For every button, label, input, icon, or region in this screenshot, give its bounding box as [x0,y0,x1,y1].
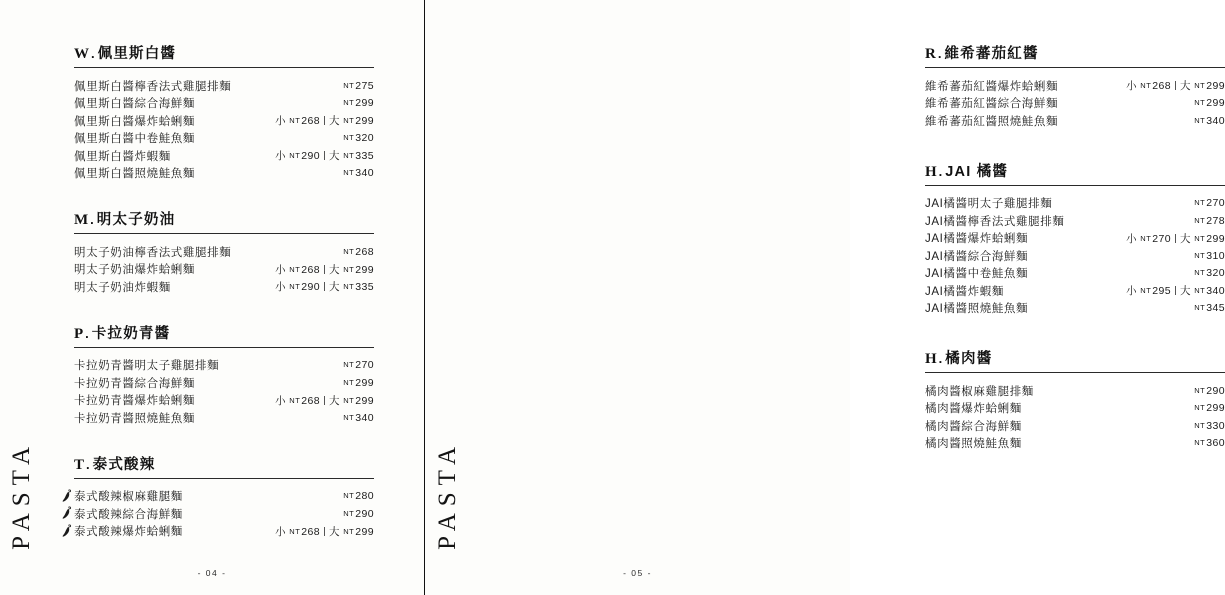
section-header [925,160,1225,181]
menu-section [74,42,374,182]
section-letter: R [925,46,937,62]
menu-item [925,382,1225,400]
item-price: 小 NT290 大 NT335 [275,281,374,294]
item-price: NT345 [1194,302,1225,315]
item-name: JAI橘醬中卷鮭魚麵 [925,268,1029,281]
section-dot: . [86,456,90,472]
item-price: NT310 [1194,249,1225,262]
section-letter: T [74,456,86,473]
section-letter: M [74,212,90,228]
item-name: 泰式酸辣綜合海鮮麵 [74,508,183,521]
right-page-sections [925,42,1225,452]
section-rule [74,478,374,479]
item-name: 橘肉醬椒麻雞腿排麵 [925,385,1034,398]
menu-item-list [925,77,1225,130]
section-header [925,347,1225,368]
menu-item [74,95,374,113]
section-title: 卡拉奶青醬 [91,325,171,342]
menu-item [74,112,374,130]
item-price: NT278 [1194,214,1225,227]
item-price: NT268 [343,245,374,258]
menu-item [925,300,1225,318]
item-price: NT270 [343,359,374,372]
menu-section [74,322,374,427]
menu-item-list [74,357,374,427]
section-header [74,322,374,343]
item-name: JAI橘醬綜合海鮮麵 [925,250,1029,263]
section-title: 維希蕃茄紅醬 [944,46,1039,62]
item-price: NT299 [343,97,374,110]
section-dot: . [938,351,943,366]
menu-item [925,400,1225,418]
menu-item-list [74,488,374,541]
section-dot: . [91,46,95,61]
chili-pepper-icon [61,506,72,520]
menu-item [74,147,374,165]
menu-item-list [925,195,1225,318]
left-page [0,0,424,595]
menu-item [925,230,1225,248]
menu-section [925,160,1225,318]
item-name: 泰式酸辣爆炸蛤蜊麵 [74,526,183,539]
item-price: NT299 [1194,97,1225,110]
item-price: NT360 [1194,437,1225,450]
item-price: NT340 [1194,114,1225,127]
item-name: 佩里斯白醬炸蝦麵 [74,150,171,163]
menu-item [74,261,374,279]
section-title: JAI 橘醬 [945,163,1009,180]
item-price: NT290 [1194,384,1225,397]
section-header [74,453,374,474]
item-price: 小 NT268 大 NT299 [275,525,374,538]
section-dot: . [90,212,94,227]
item-price: NT299 [343,376,374,389]
item-price: 小 NT290 大 NT335 [275,150,374,163]
menu-item [74,505,374,523]
item-name: 卡拉奶青醬綜合海鮮麵 [74,377,195,390]
item-price: 小 NT270 大 NT299 [1126,232,1225,245]
menu-item-list [74,243,374,296]
item-name: 橘肉醬照燒鮭魚麵 [925,438,1022,451]
section-title: 泰式酸辣 [92,456,156,473]
item-price: NT299 [1194,402,1225,415]
menu-section [74,453,374,541]
section-rule [74,233,374,234]
section-rule [925,185,1225,186]
item-name: 維希蕃茄紅醬綜合海鮮麵 [925,98,1059,111]
section-title: 明太子奶油 [96,212,176,228]
item-price: 小 NT268 大 NT299 [275,115,374,128]
page-number-left: - 04 - [197,568,227,578]
item-price: NT340 [343,411,374,424]
menu-item [74,77,374,95]
menu-item [74,165,374,183]
item-price: NT330 [1194,419,1225,432]
menu-item [925,247,1225,265]
section-header [74,208,374,229]
item-price: NT290 [343,507,374,520]
item-name: 橘肉醬爆炸蛤蜊麵 [925,403,1022,416]
right-page [425,0,1225,595]
item-name: JAI橘醬明太子雞腿排麵 [925,198,1053,211]
chili-pepper-icon [61,524,72,538]
section-letter: H [925,351,938,367]
item-name: 橘肉醬綜合海鮮麵 [925,420,1022,433]
item-price: NT275 [343,79,374,92]
section-dot: . [938,163,943,179]
item-name: 佩里斯白醬綜合海鮮麵 [74,98,195,111]
section-letter: P [74,325,85,342]
item-price: 小 NT268 大 NT299 [1126,80,1225,93]
section-rule [925,372,1225,373]
menu-item [925,212,1225,230]
item-price: NT320 [1194,267,1225,280]
item-price: NT280 [343,490,374,503]
menu-section [74,208,374,296]
section-dot: . [937,46,942,61]
menu-item [74,357,374,375]
item-name: 維希蕃茄紅醬爆炸蛤蜊麵 [925,80,1059,93]
item-name: 泰式酸辣椒麻雞腿麵 [74,491,183,504]
menu-item [74,488,374,506]
side-label-left: PASTA [8,440,35,550]
item-name: 明太子奶油檸香法式雞腿排麵 [74,246,232,259]
side-label-right: PASTA [434,440,461,550]
menu-item [925,417,1225,435]
item-price: NT340 [343,167,374,180]
item-name: 維希蕃茄紅醬照燒鮭魚麵 [925,115,1059,128]
menu-item [74,523,374,541]
menu-item [74,278,374,296]
menu-item-list [74,77,374,182]
menu-item [925,77,1225,95]
item-name: 佩里斯白醬照燒鮭魚麵 [74,168,195,181]
menu-item [74,374,374,392]
item-name: JAI橘醬炸蝦麵 [925,285,1004,298]
item-name: JAI橘醬照燒鮭魚麵 [925,303,1029,316]
section-letter: W [74,46,90,62]
page-number-right: - 05 - [623,568,652,578]
item-price: NT320 [343,132,374,145]
menu-item [74,409,374,427]
item-price: 小 NT295 大 NT340 [1126,285,1225,298]
section-header [74,42,374,63]
item-price: 小 NT268 大 NT299 [275,263,374,276]
section-letter: H [925,163,938,180]
menu-item [74,243,374,261]
section-rule [74,347,374,348]
section-rule [925,67,1225,68]
section-dot: . [85,325,89,341]
menu-item-list [925,382,1225,452]
item-name: 佩里斯白醬中卷鮭魚麵 [74,133,195,146]
menu-section [925,42,1225,130]
item-name: 佩里斯白醬檸香法式雞腿排麵 [74,80,232,93]
menu-item [74,130,374,148]
item-name: 卡拉奶青醬照燒鮭魚麵 [74,412,195,425]
menu-item [74,392,374,410]
item-name: 明太子奶油爆炸蛤蜊麵 [74,264,195,277]
menu-item [925,265,1225,283]
chili-pepper-icon [61,489,72,503]
item-name: 明太子奶油炸蝦麵 [74,281,171,294]
item-price: NT270 [1194,197,1225,210]
item-name: JAI橘醬檸香法式雞腿排麵 [925,215,1065,228]
item-name: 佩里斯白醬爆炸蛤蜊麵 [74,115,195,128]
menu-item [925,282,1225,300]
item-name: JAI橘醬爆炸蛤蜊麵 [925,233,1029,246]
section-title: 橘肉醬 [945,351,993,367]
menu-item [925,112,1225,130]
menu-item [925,435,1225,453]
section-header [925,42,1225,63]
menu-item [925,195,1225,213]
section-title: 佩里斯白醬 [97,46,177,62]
section-rule [74,67,374,68]
menu-item [925,95,1225,113]
left-page-sections [74,42,374,540]
item-name: 卡拉奶青醬爆炸蛤蜊麵 [74,395,195,408]
menu-section [925,347,1225,452]
item-name: 卡拉奶青醬明太子雞腿排麵 [74,360,220,373]
item-price: 小 NT268 大 NT299 [275,394,374,407]
